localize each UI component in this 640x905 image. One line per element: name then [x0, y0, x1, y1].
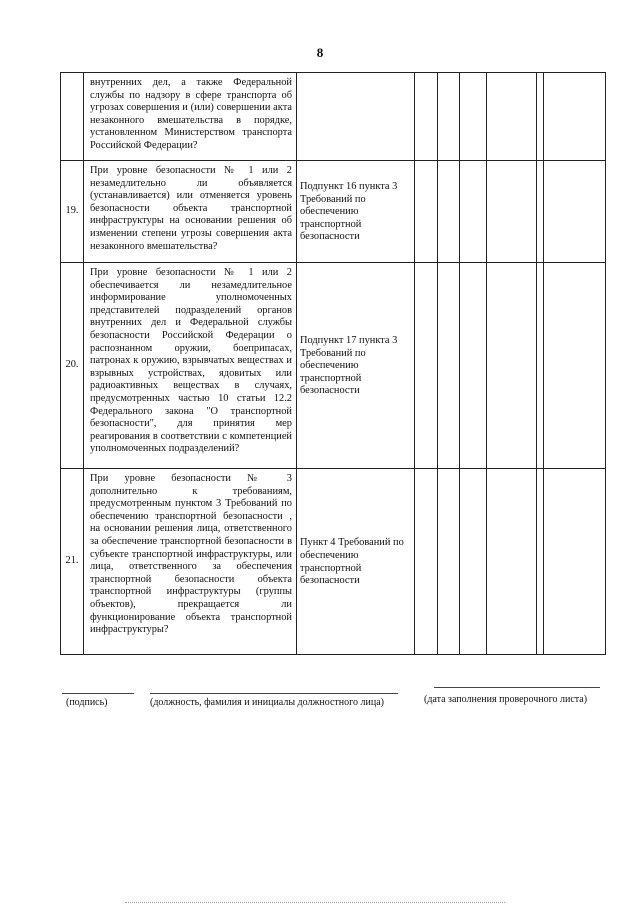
answer-cell	[438, 469, 460, 655]
signature-line	[62, 693, 134, 694]
answer-cell	[487, 161, 537, 263]
table-row	[61, 161, 606, 263]
answer-cell	[487, 73, 537, 161]
notes-cell	[544, 263, 606, 469]
table-row	[61, 469, 606, 655]
answer-cell	[460, 161, 487, 263]
question-cell: При уровне безопасности № 1 или 2 обеспечивается ли незамедлительное информирование уполномоченных представителей подразделений органов внутренних дел и Федеральной службы безопасности Российской Федерации о распознанном оружии, боеприпасах, патронах к оружию, взрывчатых веществах и взрывных устройствах, ядовитых или радиоактивных веществах в случаях, предусмотренных частью 10 статьи 12.2 Федерального закона "О транспортной безопасности", для принятия мер реагирования в соответствии с компетенцией уполномоченных подразделений?	[84, 263, 297, 469]
notes-cell	[544, 161, 606, 263]
date-field	[424, 687, 604, 705]
answer-cell	[415, 161, 438, 263]
answer-cell	[537, 161, 544, 263]
row-number: 19.	[61, 161, 84, 263]
question-cell: При уровне безопасности № 3 дополнительно к требованиям, предусмотренным пунктом 3 Требований по обеспечению транспортной безопасности , на основании решения лица, ответственного за обеспечение транспортной безопасности в субъекте транспортной инфраструктуры, или лица, ответственного за обеспечения транспортной безопасности объекта транспортной инфраструктуры (группы объектов), прекращается ли функционирование объекта транспортной инфраструктуры?	[84, 469, 297, 655]
answer-cell	[537, 263, 544, 469]
notes-cell	[544, 469, 606, 655]
date-line	[434, 687, 600, 688]
row-number	[61, 73, 84, 161]
answer-cell	[415, 73, 438, 161]
official-field	[150, 693, 398, 708]
answer-cell	[537, 469, 544, 655]
answer-cell	[487, 469, 537, 655]
answer-cell	[460, 263, 487, 469]
row-number: 20.	[61, 263, 84, 469]
answer-cell	[537, 73, 544, 161]
signature-caption: (подпись)	[66, 697, 108, 708]
table-row	[61, 263, 606, 469]
answer-cell	[415, 469, 438, 655]
row-number: 21.	[61, 469, 84, 655]
answer-cell	[487, 263, 537, 469]
date-caption: (дата заполнения проверочного листа)	[424, 694, 588, 705]
answer-cell	[460, 73, 487, 161]
page-number: 8	[316, 45, 324, 60]
reference-cell: Подпункт 16 пункта 3 Требований по обеспечению транспортной безопасности	[297, 161, 415, 263]
answer-cell	[460, 469, 487, 655]
answer-cell	[415, 263, 438, 469]
signature-field	[62, 693, 134, 708]
official-line	[150, 693, 398, 694]
official-caption: (должность, фамилия и инициалы должностного лица)	[150, 697, 384, 708]
reference-cell: Пункт 4 Требований по обеспечению транспортной безопасности	[297, 469, 415, 655]
checklist-table	[60, 72, 606, 655]
answer-cell	[438, 73, 460, 161]
notes-cell	[544, 73, 606, 161]
answer-cell	[438, 161, 460, 263]
reference-cell: Подпункт 17 пункта 3 Требований по обеспечению транспортной безопасности	[297, 263, 415, 469]
reference-cell	[297, 73, 415, 161]
footer-divider	[125, 902, 505, 903]
answer-cell	[438, 263, 460, 469]
question-cell: внутренних дел, а также Федеральной службы по надзору в сфере транспорта об угрозах совершения и (или) совершении акта незаконного вмешательства в порядке, установленном Министерством транспорта Российской Федерации?	[84, 73, 297, 161]
question-cell: При уровне безопасности № 1 или 2 незамедлительно ли объявляется (устанавливается) или отменяется уровень безопасности объекта транспортной инфраструктуры на основании решения об изменении степени угрозы совершения акта незаконного вмешательства?	[84, 161, 297, 263]
table-row	[61, 73, 606, 161]
